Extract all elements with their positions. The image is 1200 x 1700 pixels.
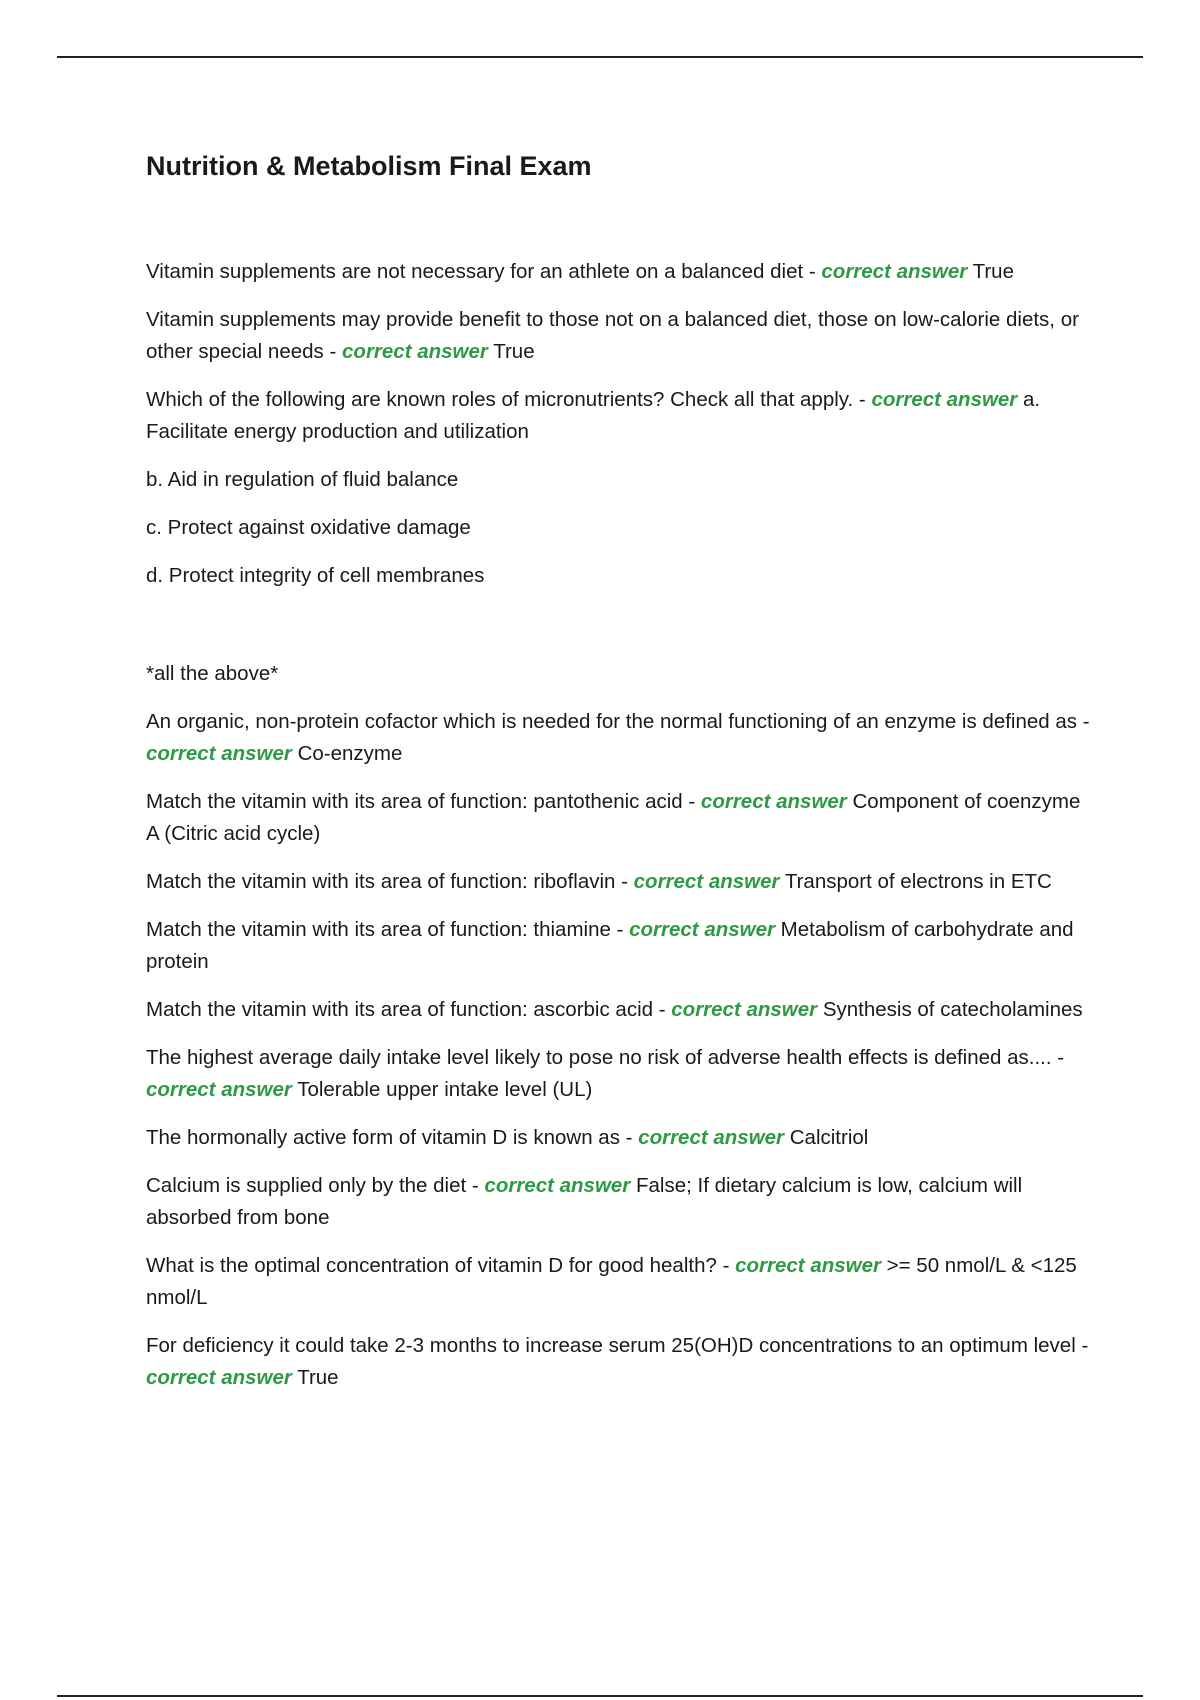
- footer-rule: [57, 1695, 1143, 1697]
- question-text: The hormonally active form of vitamin D is known as -: [146, 1126, 639, 1149]
- answer-text: False; If dietary calcium is low, calcium will absorbed from bone: [146, 1174, 1023, 1229]
- correct-answer-label: correct answer: [700, 790, 847, 813]
- answer-text: >= 50 nmol/L & <125 nmol/L: [146, 1254, 1077, 1309]
- exam-document: [146, 146, 1092, 1410]
- question-text: Vitamin supplements are not necessary for an athlete on a balanced diet -: [146, 260, 822, 283]
- answer-option: c. Protect against oxidative damage: [146, 516, 471, 539]
- spacer: [146, 608, 1092, 658]
- question-text: What is the optimal concentration of vitamin D for good health? -: [146, 1254, 736, 1277]
- qa-item: [146, 1122, 1092, 1154]
- correct-answer-label: correct answer: [638, 1126, 785, 1149]
- answer-text: Tolerable upper intake level (UL): [297, 1078, 593, 1101]
- correct-answer-label: correct answer: [146, 1078, 292, 1101]
- correct-answer-label: correct answer: [735, 1254, 881, 1277]
- correct-answer-label: correct answer: [484, 1174, 631, 1197]
- answer-option: d. Protect integrity of cell membranes: [146, 564, 485, 587]
- question-text: Which of the following are known roles of micronutrients? Check all that apply. -: [146, 388, 872, 411]
- correct-answer-label: correct answer: [146, 1366, 292, 1389]
- qa-item: [146, 1330, 1092, 1394]
- answer-option: b. Aid in regulation of fluid balance: [146, 468, 459, 491]
- answer-text: True: [297, 1366, 339, 1389]
- answer-text: Synthesis of catecholamines: [822, 998, 1083, 1021]
- qa-item: [146, 1042, 1092, 1106]
- question-text: An organic, non-protein cofactor which is needed for the normal functioning of an enzyme is defined as -: [146, 710, 1090, 733]
- question-text: Match the vitamin with its area of function: riboflavin -: [146, 870, 634, 893]
- answer-text: Component of coenzyme A (Citric acid cycle): [146, 790, 1081, 845]
- correct-answer-label: correct answer: [146, 742, 292, 765]
- correct-answer-label: correct answer: [633, 870, 780, 893]
- correct-answer-label: correct answer: [342, 340, 488, 363]
- qa-item: [146, 1250, 1092, 1314]
- question-text: Calcium is supplied only by the diet -: [146, 1174, 485, 1197]
- correct-answer-label: correct answer: [629, 918, 775, 941]
- answer-text: Transport of electrons in ETC: [784, 870, 1052, 893]
- correct-answer-label: correct answer: [671, 998, 818, 1021]
- header-rule: [57, 56, 1143, 58]
- qa-item: [146, 786, 1092, 850]
- all-above-note: *all the above*: [146, 662, 279, 685]
- correct-answer-label: correct answer: [871, 388, 1018, 411]
- qa-item: [146, 994, 1092, 1026]
- qa-item: [146, 914, 1092, 978]
- question-text: The highest average daily intake level likely to pose no risk of adverse health effects is defined as.... -: [146, 1046, 1065, 1069]
- answer-text: Co-enzyme: [297, 742, 403, 765]
- answer-text: Calcitriol: [789, 1126, 869, 1149]
- question-text: Match the vitamin with its area of function: thiamine -: [146, 918, 630, 941]
- qa-item: [146, 256, 1092, 288]
- question-text: Match the vitamin with its area of function: pantothenic acid -: [146, 790, 701, 813]
- qa-item: [146, 304, 1092, 368]
- document-title: Nutrition & Metabolism Final Exam: [146, 151, 592, 181]
- qa-item: [146, 706, 1092, 770]
- qa-item: [146, 866, 1092, 898]
- question-text: Match the vitamin with its area of function: ascorbic acid -: [146, 998, 672, 1021]
- answer-text: True: [493, 340, 535, 363]
- question-text: Vitamin supplements may provide benefit to those not on a balanced diet, those on low-calorie diets, or other special needs -: [146, 308, 1079, 363]
- correct-answer-label: correct answer: [821, 260, 968, 283]
- qa-item: [146, 1170, 1092, 1234]
- answer-text: Metabolism of carbohydrate and protein: [146, 918, 1074, 973]
- answer-text: True: [972, 260, 1014, 283]
- qa-item: [146, 384, 1092, 448]
- answer-text: a. Facilitate energy production and utilization: [146, 388, 1041, 443]
- question-text: For deficiency it could take 2-3 months to increase serum 25(OH)D concentrations to an optimum level -: [146, 1334, 1089, 1357]
